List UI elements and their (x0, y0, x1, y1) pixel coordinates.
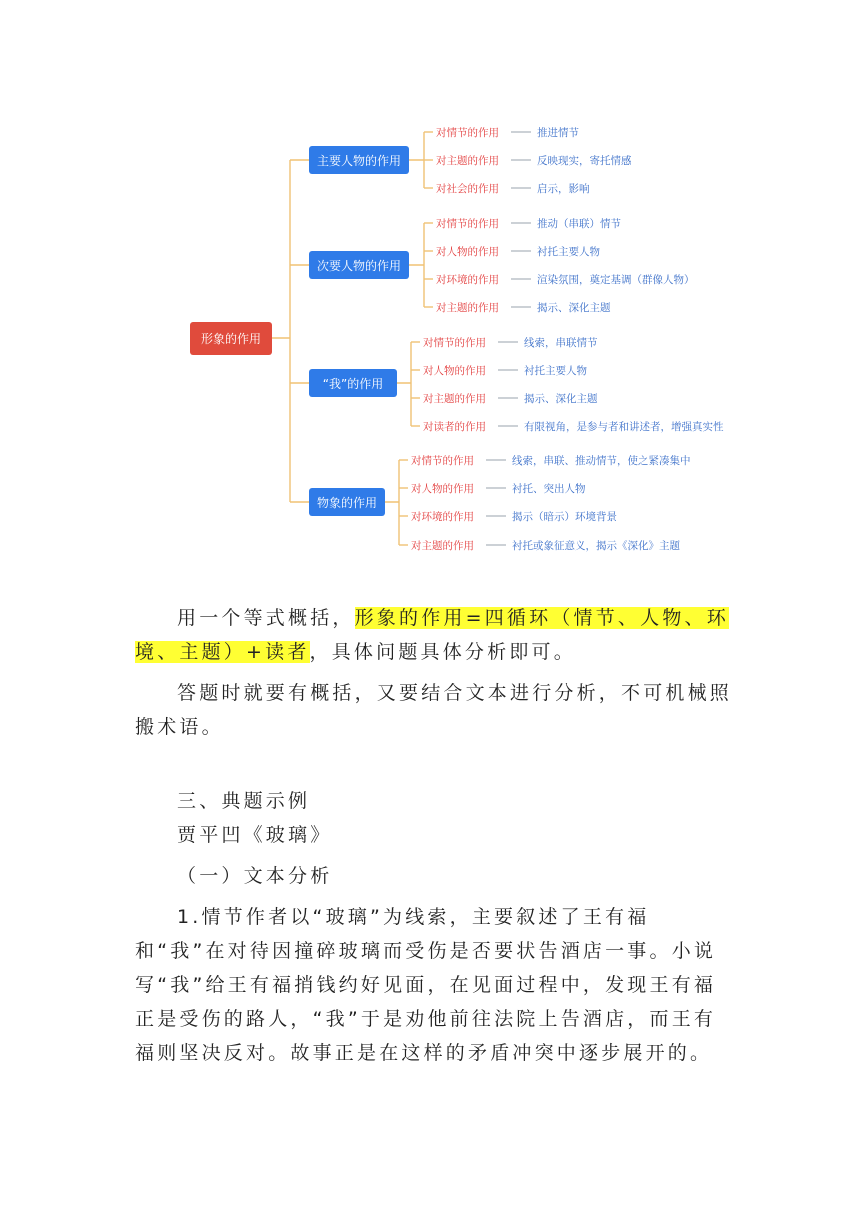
branch-label: “我”的作用 (322, 377, 384, 391)
mind-map-root: 形象的作用 (200, 332, 262, 346)
leaf-role: 对社会的作用 (436, 183, 499, 195)
leaf-desc: 揭示、深化主题 (524, 393, 598, 405)
mind-map-branches (309, 126, 724, 552)
branch-label: 主要人物的作用 (316, 154, 402, 168)
summary-intro: 用一个等式概括， (177, 607, 355, 629)
mind-map-connectors (272, 132, 433, 545)
leaf-trunk (409, 223, 424, 307)
leaf-role: 对人物的作用 (436, 246, 499, 258)
leaf-desc: 渲染氛围，奠定基调（群像人物） (537, 274, 695, 286)
leaf-role: 对环境的作用 (436, 274, 499, 286)
leaf-desc: 衬托主要人物 (524, 365, 587, 377)
leaf-desc: 有限视角，是参与者和讲述者，增强真实性 (524, 421, 724, 433)
leaf-role: 对情节的作用 (436, 218, 499, 230)
analysis-paragraph: 1.情节作者以“玻璃”为线索，主要叙述了王有福和“我”在对待因撞碎玻璃而受伤是否要状告酒店一事。小说写“我”给王有福捎钱约好见面，在见面过程中，发现王有福正是受伤的路人，“我”于是劝他前往法院上告酒店，而王有福则坚决反对。故事正是在这样的矛盾冲突中逐步展开的。 (135, 906, 717, 1064)
branch-label: 物象的作用 (316, 496, 378, 510)
leaf-role: 对情节的作用 (411, 455, 474, 467)
leaf-desc: 衬托、突出人物 (512, 483, 586, 495)
leaf-role: 对读者的作用 (423, 421, 486, 433)
leaf-role: 对环境的作用 (411, 511, 474, 523)
summary-highlight: 形象的作用=四循环（情节、人物、环境、主题）+读者 (135, 607, 729, 663)
root-trunk (272, 160, 290, 502)
leaf-desc: 揭示（暗示）环境背景 (512, 511, 617, 523)
leaf-desc: 反映现实，寄托情感 (537, 155, 632, 167)
leaf-trunk (409, 132, 424, 188)
leaf-desc: 线索，串联、推动情节，使之紧凑集中 (512, 455, 691, 467)
leaf-desc: 线索，串联情节 (524, 337, 598, 349)
mind-map (0, 0, 860, 570)
leaf-desc: 推进情节 (537, 127, 579, 139)
note-paragraph: 答题时就要有概括，又要结合文本进行分析，不可机械照搬术语。 (135, 682, 733, 738)
leaf-role: 对人物的作用 (423, 365, 486, 377)
leaf-role: 对主题的作用 (436, 155, 499, 167)
work-title: 贾平凹《玻璃》 (177, 824, 333, 846)
leaf-role: 对人物的作用 (411, 483, 474, 495)
leaf-role: 对情节的作用 (436, 127, 499, 139)
leaf-role: 对情节的作用 (423, 337, 486, 349)
summary-outro: ，具体问题具体分析即可。 (309, 641, 576, 663)
leaf-trunk (397, 342, 411, 426)
leaf-desc: 衬托或象征意义，揭示《深化》主题 (512, 540, 680, 552)
leaf-role: 对主题的作用 (411, 540, 474, 552)
leaf-desc: 衬托主要人物 (537, 246, 600, 258)
leaf-trunk (385, 460, 399, 545)
leaf-desc: 推动（串联）情节 (537, 218, 621, 230)
branch-label: 次要人物的作用 (316, 259, 402, 273)
leaf-desc: 揭示、深化主题 (537, 302, 611, 314)
summary-paragraph (135, 601, 735, 669)
leaf-role: 对主题的作用 (436, 302, 499, 314)
subsection-heading: （一）文本分析 (177, 865, 333, 887)
leaf-role: 对主题的作用 (423, 393, 486, 405)
section-heading: 三、典题示例 (177, 790, 311, 812)
leaf-desc: 启示，影响 (537, 183, 590, 195)
